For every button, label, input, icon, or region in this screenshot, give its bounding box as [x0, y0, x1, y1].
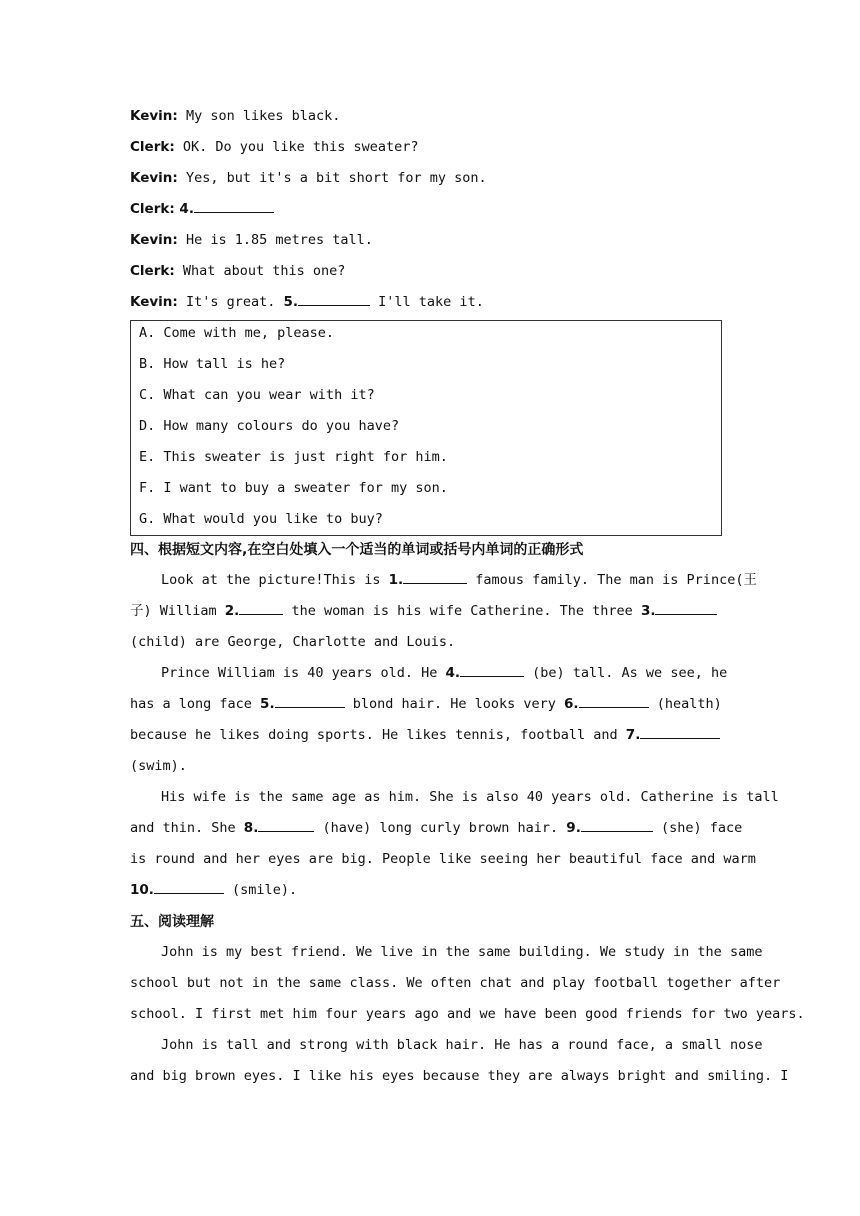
text-run: and big brown eyes. I like his eyes because they are always bright and smiling. I — [130, 1068, 789, 1084]
blank-number: 5. — [260, 696, 275, 712]
blank-number: 6. — [564, 696, 579, 712]
blank-number: 8. — [243, 820, 259, 836]
text-run: school but not in the same class. We often chat and play football together after — [130, 975, 781, 991]
text-line — [130, 847, 756, 878]
text-run: famous family. The man is Prince(王 — [467, 572, 757, 588]
dialogue-line — [130, 196, 730, 227]
text-run: (health) — [648, 696, 722, 712]
blank-number: 5. — [283, 294, 299, 310]
text-line — [130, 692, 730, 723]
text-run: (have) long curly brown hair. — [314, 820, 567, 836]
answer-blank[interactable] — [579, 694, 649, 708]
text-line — [130, 661, 730, 692]
blank-number: 1. — [388, 572, 404, 588]
text-run: school. I first met him four years ago and we have been good friends for two years. — [130, 1006, 805, 1022]
text-line — [130, 971, 781, 1002]
option-item: A. Come with me, please. — [139, 325, 335, 341]
text-line — [130, 599, 730, 630]
text-run: blond hair. He looks very — [344, 696, 565, 712]
text-run: 子) William — [130, 603, 225, 619]
text-run: (she) face — [652, 820, 743, 836]
answer-blank[interactable] — [460, 663, 524, 677]
speaker: Clerk: — [130, 201, 175, 217]
dialogue-line — [130, 165, 730, 196]
text-run: John is my best friend. We live in the same building. We study in the same — [161, 944, 763, 960]
section-5-title: 五、阅读理解 — [130, 914, 214, 930]
dialogue — [130, 103, 730, 320]
option-item: E. This sweater is just right for him. — [139, 449, 448, 465]
text-line — [130, 940, 763, 971]
speaker: Clerk: — [130, 263, 175, 279]
section-4-title: 四、根据短文内容,在空白处填入一个适当的单词或括号内单词的正确形式 — [130, 542, 584, 558]
text-run: His wife is the same age as him. She is also 40 years old. Catherine is tall — [161, 789, 779, 805]
dialogue-line — [130, 103, 730, 134]
dialogue-line — [130, 289, 730, 320]
option-item: D. How many colours do you have? — [139, 418, 400, 434]
speaker: Kevin: — [130, 108, 178, 124]
answer-blank[interactable] — [640, 725, 720, 739]
text-line — [130, 816, 743, 847]
section-4-paragraph-2 — [130, 661, 730, 785]
option-item: C. What can you wear with it? — [139, 387, 375, 403]
answer-blank[interactable] — [258, 818, 314, 832]
option-item: B. How tall is he? — [139, 356, 286, 372]
answer-blank[interactable] — [194, 199, 274, 213]
option-item: G. What would you like to buy? — [139, 511, 383, 527]
text-run: has a long face — [130, 696, 261, 712]
text-run: Look at the picture!This is — [161, 572, 389, 588]
text-run: (child) are George, Charlotte and Louis. — [130, 634, 456, 650]
text-run: because he likes doing sports. He likes tennis, football and — [130, 727, 626, 743]
text-run: (be) tall. As we see, he — [524, 665, 728, 681]
answer-blank[interactable] — [154, 880, 224, 894]
section-5-paragraph-2 — [130, 1033, 789, 1095]
dialogue-line — [130, 227, 730, 258]
text-line — [130, 785, 779, 816]
answer-blank[interactable] — [239, 601, 283, 615]
dialogue-text: My son likes black. — [177, 108, 341, 124]
speaker: Kevin: — [130, 294, 178, 310]
text-run: (smile). — [223, 882, 298, 898]
dialogue-text: I'll take it. — [370, 294, 484, 310]
text-run: (swim). — [130, 758, 187, 774]
text-line — [130, 1002, 805, 1033]
options-box — [130, 320, 722, 536]
section-4-paragraph-3 — [130, 785, 779, 909]
blank-number: 7. — [625, 727, 641, 743]
answer-blank[interactable] — [298, 292, 370, 306]
section-5-paragraph-1 — [130, 940, 805, 1033]
option-item: F. I want to buy a sweater for my son. — [139, 480, 448, 496]
dialogue-line — [130, 258, 730, 289]
section-4-paragraph-1 — [130, 568, 757, 661]
blank-number: 4. — [174, 201, 194, 217]
text-line — [130, 1033, 763, 1064]
answer-blank[interactable] — [581, 818, 653, 832]
blank-number: 3. — [640, 603, 656, 619]
dialogue-text: Yes, but it's a bit short for my son. — [177, 170, 487, 186]
text-run: is round and her eyes are big. People like seeing her beautiful face and warm — [130, 851, 756, 867]
dialogue-line — [130, 134, 730, 165]
text-line — [130, 630, 730, 661]
text-run: the woman is his wife Catherine. The three — [283, 603, 641, 619]
dialogue-text: What about this one? — [174, 263, 346, 279]
blank-number: 10. — [130, 882, 154, 898]
answer-blank[interactable] — [275, 694, 345, 708]
text-line — [130, 723, 730, 754]
blank-number: 4. — [445, 665, 461, 681]
speaker: Clerk: — [130, 139, 175, 155]
answer-blank[interactable] — [655, 601, 717, 615]
text-run: Prince William is 40 years old. He — [161, 665, 446, 681]
text-line — [130, 568, 757, 599]
dialogue-text: OK. Do you like this sweater? — [174, 139, 419, 155]
text-run: and thin. She — [130, 820, 244, 836]
answer-blank[interactable] — [403, 570, 467, 584]
dialogue-text: He is 1.85 metres tall. — [177, 232, 373, 248]
dialogue-text: It's great. — [177, 294, 284, 310]
text-run: John is tall and strong with black hair. He has a round face, a small nose — [161, 1037, 763, 1053]
text-line — [130, 878, 730, 909]
text-line — [130, 1064, 789, 1095]
speaker: Kevin: — [130, 232, 178, 248]
speaker: Kevin: — [130, 170, 178, 186]
text-line — [130, 754, 730, 785]
blank-number: 2. — [224, 603, 240, 619]
blank-number: 9. — [566, 820, 581, 836]
